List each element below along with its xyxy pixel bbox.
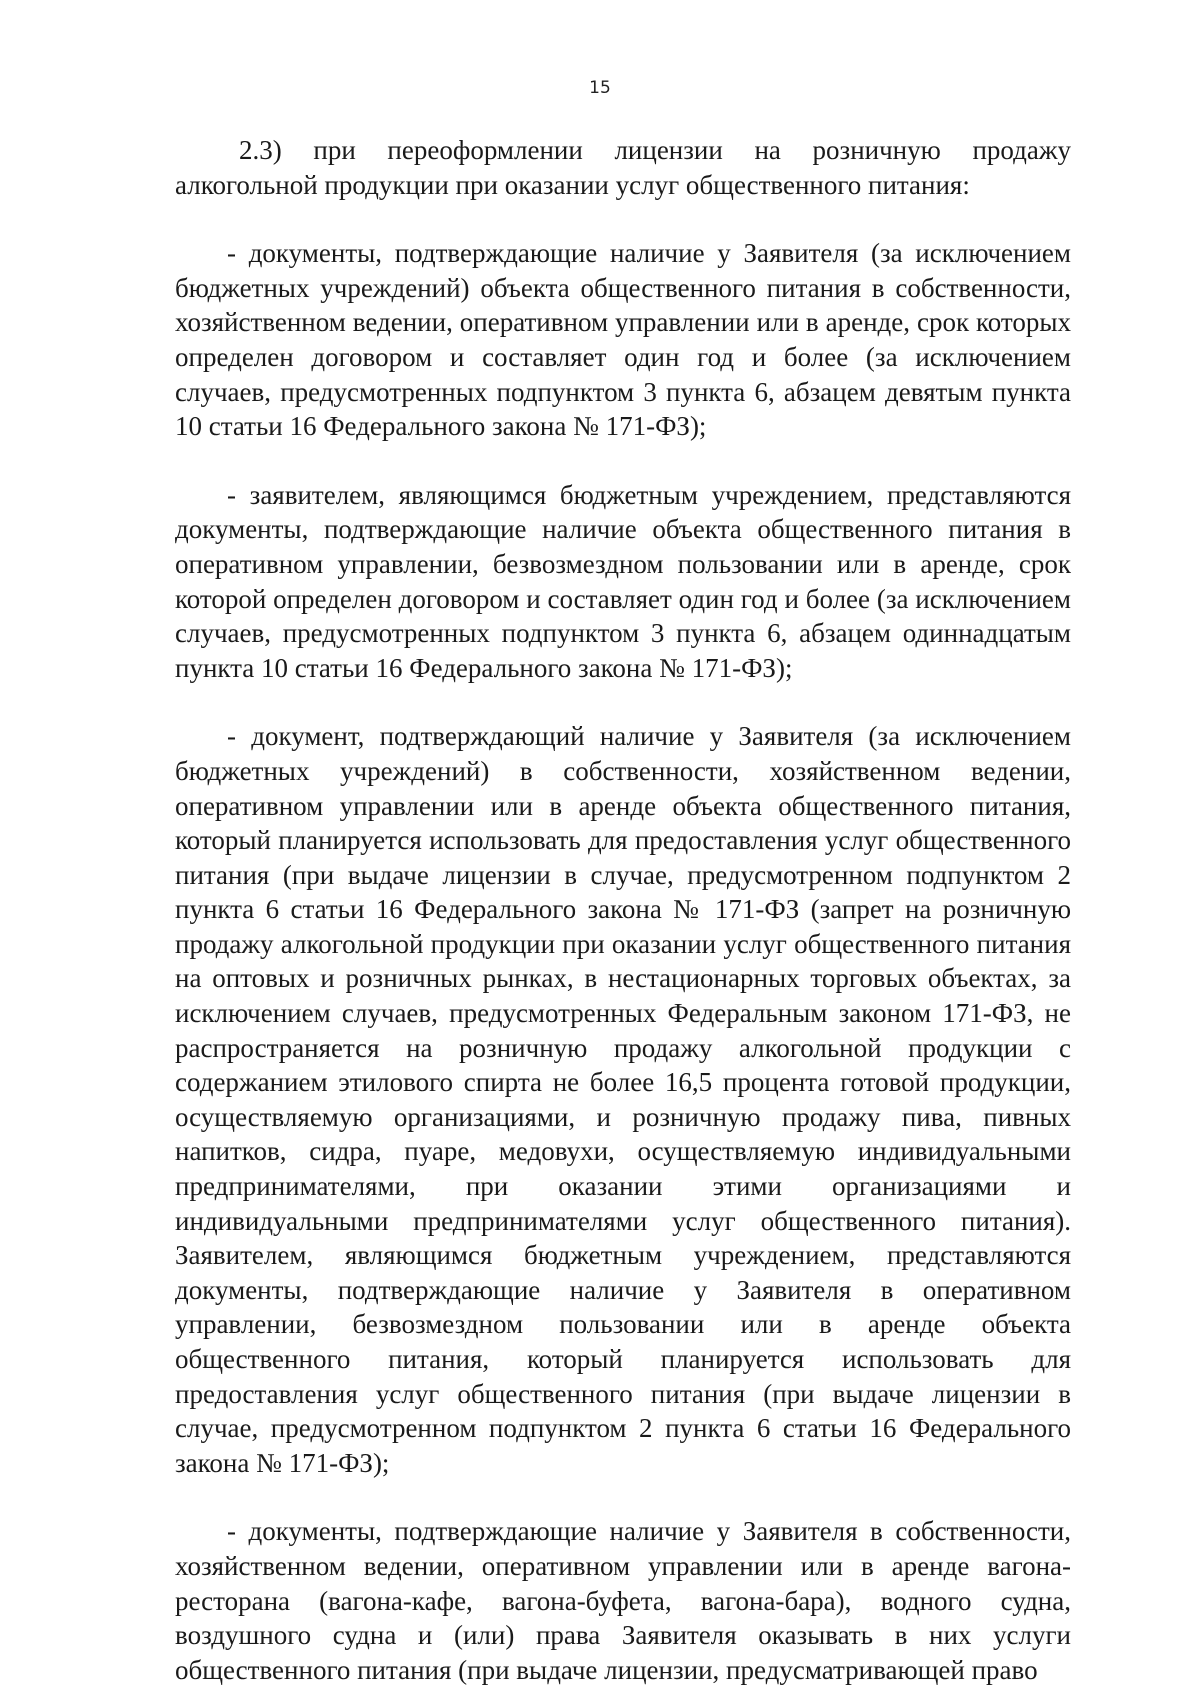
paragraph-catering-object-document: - документ, подтверждающий наличие у Заявителя (за исключением бюджетных учреждений) в собственности, хозяйственном ведении, оперативном управлении или в аренде объекта общественного питания, который планируется использовать для предоставления услуг общественного питания (при выдаче лицензии в случае, предусмотренном подпунктом 2 пункта 6 статьи 16 Федерального закона № 171-ФЗ (запрет на розничную продажу алкогольной продукции при оказании услуг общественного питания на оптовых и розничных рынках, в нестационарных торговых объектах, за исключением случаев, предусмотренных Федеральным законом 171-ФЗ, не распространяется на розничную продажу алкогольной продукции с содержанием этилового спирта не более 16,5 процента готовой продукции, осуществляемую организациями, и розничную продажу пива, пивных напитков, сидра, пуаре, медовухи, осуществляемую индивидуальными предпринимателями, при оказании этими организациями и индивидуальными предпринимателями услуг общественного питания). Заявителем, являющимся бюджетным учреждением, представляются документы, подтверждающие наличие у Заявителя в оперативном управлении, безвозмездном пользовании или в аренде объекта общественного питания, который планируется использовать для предоставления услуг общественного питания (при выдаче лицензии в случае, предусмотренном подпунктом 2 пункта 6 статьи 16 Федерального закона № 171-ФЗ); xyxy=(175,721,1071,1478)
document-body xyxy=(175,133,1071,1687)
page-number: 15 xyxy=(589,78,611,98)
paragraph-budget-institution: - заявителем, являющимся бюджетным учреждением, представляются документы, подтверждающие наличие объекта общественного питания в оперативном управлении, безвозмездном пользовании или в аренде, срок которой определен договором и составляет один год и более (за исключением случаев, предусмотренных подпунктом 3 пункта 6, абзацем одиннадцатым пункта 10 статьи 16 Федерального закона № 171-ФЗ); xyxy=(175,479,1071,683)
paragraph-2-3-heading: 2.3) при переоформлении лицензии на розничную продажу алкогольной продукции при оказании услуг общественного питания: xyxy=(175,135,1071,200)
paragraph-documents-non-budget: - документы, подтверждающие наличие у Заявителя (за исключением бюджетных учреждений) объекта общественного питания в собственности, хозяйственном ведении, оперативном управлении или в аренде, срок которых определен договором и составляет один год и более (за исключением случаев, предусмотренных подпунктом 3 пункта 6, абзацем девятым пункта 10 статьи 16 Федерального закона № 171-ФЗ); xyxy=(175,238,1071,442)
paragraph-transport-catering: - документы, подтверждающие наличие у Заявителя в собственности, хозяйственном ведении, оперативном управлении или в аренде вагона-ресторана (вагона-кафе, вагона-буфета, вагона-бара), водного судна, воздушного судна и (или) права Заявителя оказывать в них услуги общественного питания (при выдаче лицензии, предусматривающей право xyxy=(175,1516,1071,1685)
